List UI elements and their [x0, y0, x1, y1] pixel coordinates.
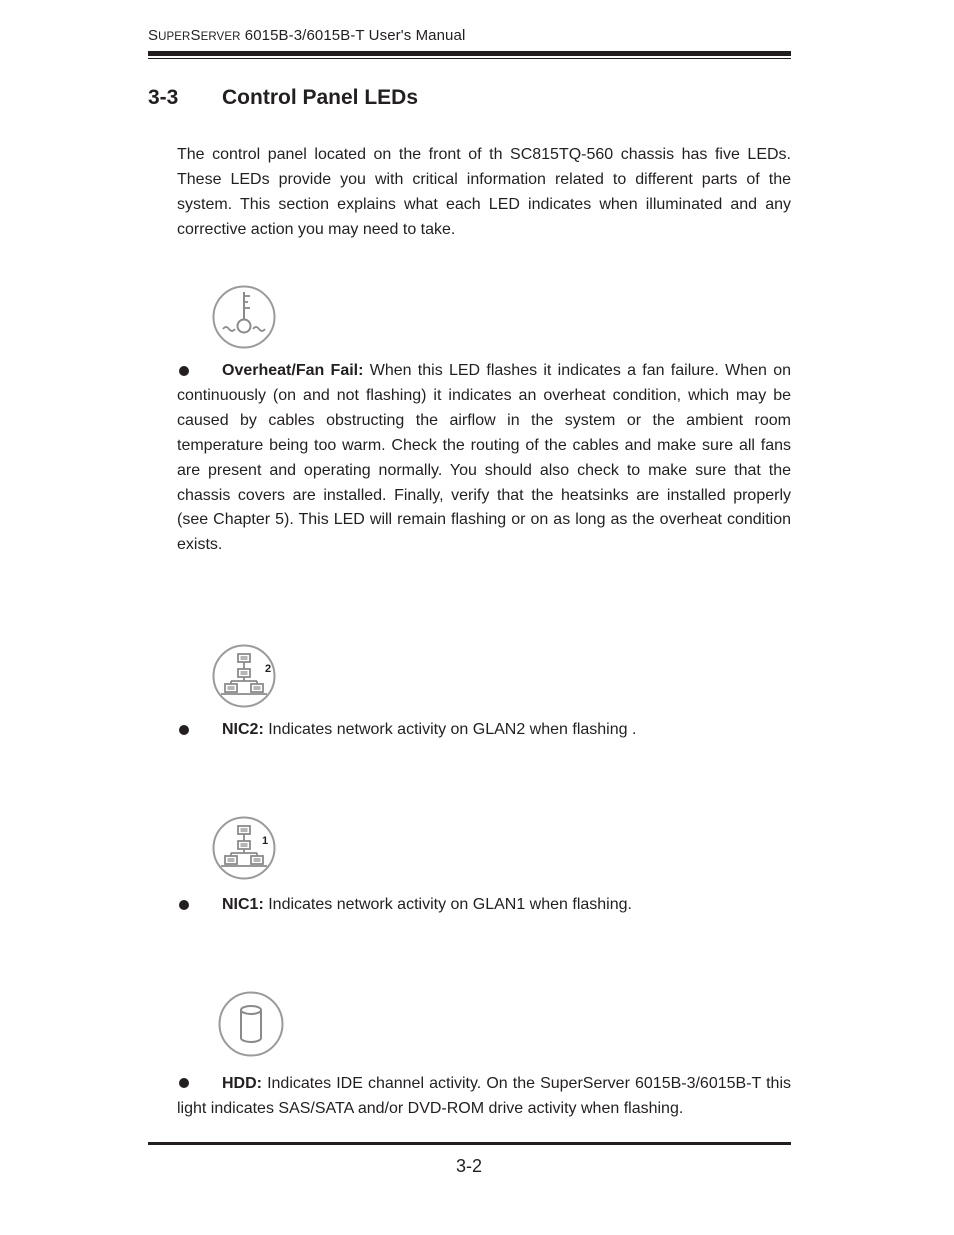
hard-drive-icon [217, 990, 285, 1058]
nic-badge: 1 [262, 835, 269, 847]
running-header [148, 27, 465, 44]
nic-badge: 2 [265, 663, 272, 675]
led-text-overheat: When this LED flashes it indicates a fan failure. When on continuously (on and not flashing) it indicates an overheat condition, which may be caused by cables obstructing the airflow in the system or the ambient room temperature being too warm. Check the routing of the cables and make sure all fans are present and operating normally. You should also check to make sure that the chassis covers are installed. Finally, verify that the heatsinks are installed properly (see Chapter 5). This LED will remain flashing or on as long as the overheat condition exists. [177, 362, 791, 554]
section-title: Control Panel LEDs [222, 86, 419, 109]
section-number: 3-3 [148, 86, 179, 109]
footer-rule [148, 1142, 791, 1145]
network-icon [211, 643, 277, 709]
led-label-nic1: NIC1: [222, 896, 264, 913]
header-title-rest: 6015B-3/6015B-T User's Manual [240, 27, 466, 44]
header-sc-rest-2: ERVER [200, 31, 241, 43]
led-label-nic2: NIC2: [222, 721, 264, 738]
network-icon [211, 815, 277, 881]
led-text-nic1: Indicates network activity on GLAN1 when flashing. [263, 896, 632, 913]
led-description-hdd [177, 1072, 791, 1122]
thermometer-icon [211, 284, 277, 350]
header-sc-cap-2: S [190, 27, 201, 44]
led-description-overheat [177, 359, 791, 558]
led-text-hdd: Indicates IDE channel activity. On the SuperServer 6015B-3/6015B-T this light indicates SAS/SATA and/or DVD-ROM drive activity when flashing. [177, 1075, 791, 1117]
page-number: 3-2 [456, 1156, 483, 1176]
header-rule [148, 51, 791, 56]
header-sc-cap-1: S [148, 27, 159, 44]
header-sc-rest-1: UPER [158, 31, 191, 43]
header-rule-thin [148, 58, 791, 59]
led-description-nic2 [177, 718, 791, 743]
led-description-nic1 [177, 893, 791, 918]
led-label-overheat: Overheat/Fan Fail: [222, 362, 364, 379]
intro-paragraph: The control panel located on the front of th SC815TQ-560 chassis has five LEDs. These LEDs provide you with critical information related to different parts of the system. This section explains what each LED indicates when illuminated and any corrective action you may need to take. [177, 146, 791, 238]
led-label-hdd: HDD: [222, 1075, 262, 1092]
led-text-nic2: Indicates network activity on GLAN2 when flashing . [263, 721, 637, 738]
